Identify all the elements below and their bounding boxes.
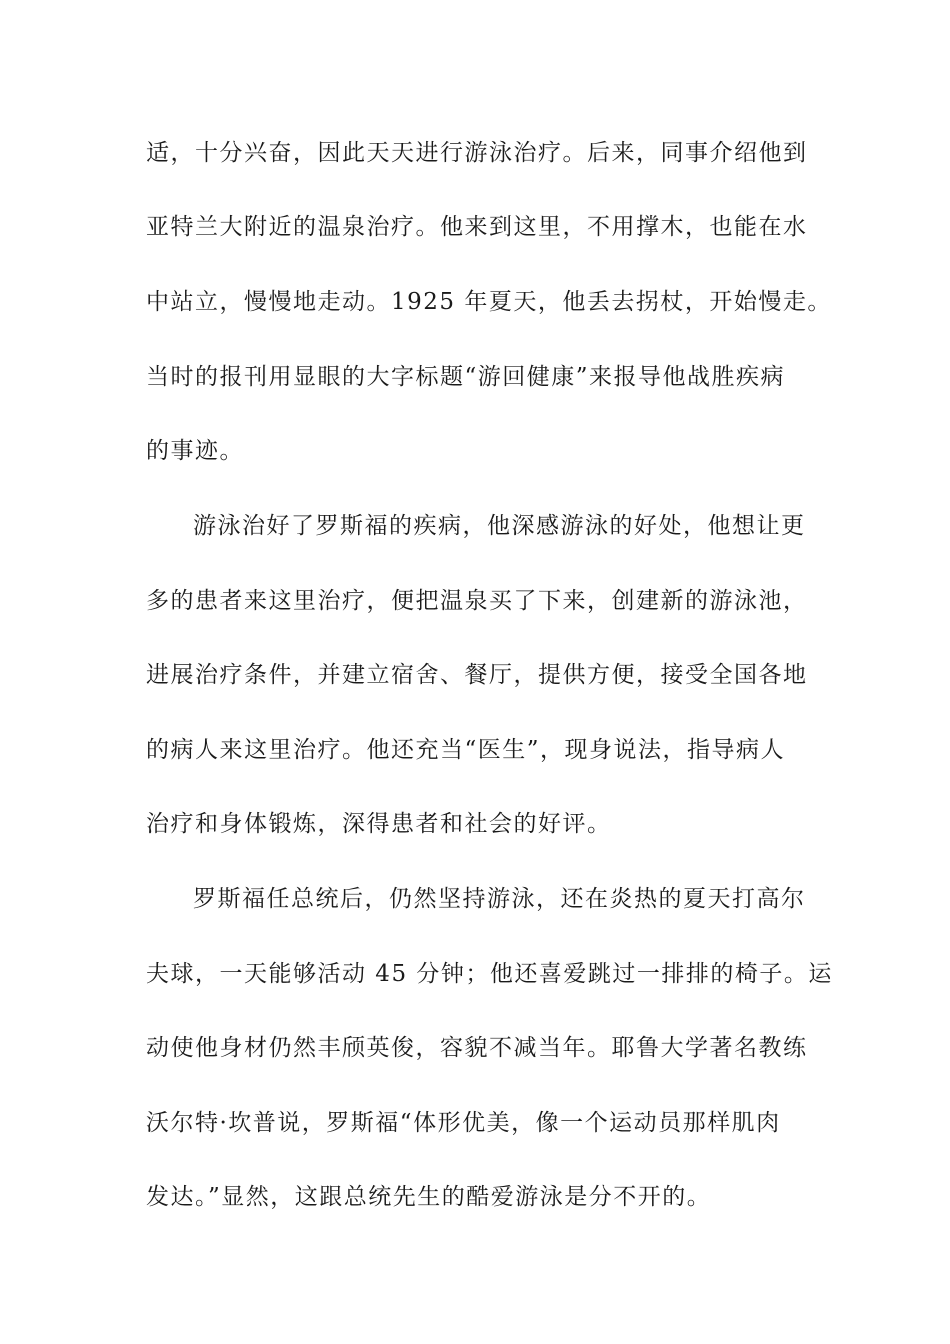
text-line: 动使他身材仍然丰颀英俊，容貌不减当年。耶鲁大学著名教练 [146,1035,808,1061]
text-line: 沃尔特·坎普说，罗斯福“体形优美，像一个运动员那样肌肉 [146,1110,781,1136]
text-line: 适，十分兴奋，因此天天进行游泳治疗。后来，同事介绍他到 [146,140,808,166]
text-line: 治疗和身体锻炼，深得患者和社会的好评。 [146,811,612,837]
text-line: 亚特兰大附近的温泉治疗。他来到这里，不用撑木，也能在水 [146,214,808,240]
text-line: 进展治疗条件，并建立宿舍、餐厅，提供方便，接受全国各地 [146,662,808,688]
text-line: 罗斯福任总统后，仍然坚持游泳，还在炎热的夏天打高尔 [193,886,806,912]
text-line: 多的患者来这里治疗，便把温泉买了下来，创建新的游泳池， [146,588,808,614]
text-line: 当时的报刊用显眼的大字标题“游回健康”来报导他战胜疾病 [146,364,786,390]
text-line: 的事迹。 [146,438,244,464]
text-line: 游泳治好了罗斯福的疾病，他深感游泳的好处，他想让更 [193,513,806,539]
text-line: 的病人来这里治疗。他还充当“医生”，现身说法，指导病人 [146,737,786,763]
text-line: 发达。”显然，这跟总统先生的酷爱游泳是分不开的。 [146,1184,712,1210]
text-line: 夫球，一天能够活动 45 分钟；他还喜爱跳过一排排的椅子。运 [146,961,833,987]
text-line: 中站立，慢慢地走动。1925 年夏天，他丢去拐杖，开始慢走。 [146,289,832,315]
